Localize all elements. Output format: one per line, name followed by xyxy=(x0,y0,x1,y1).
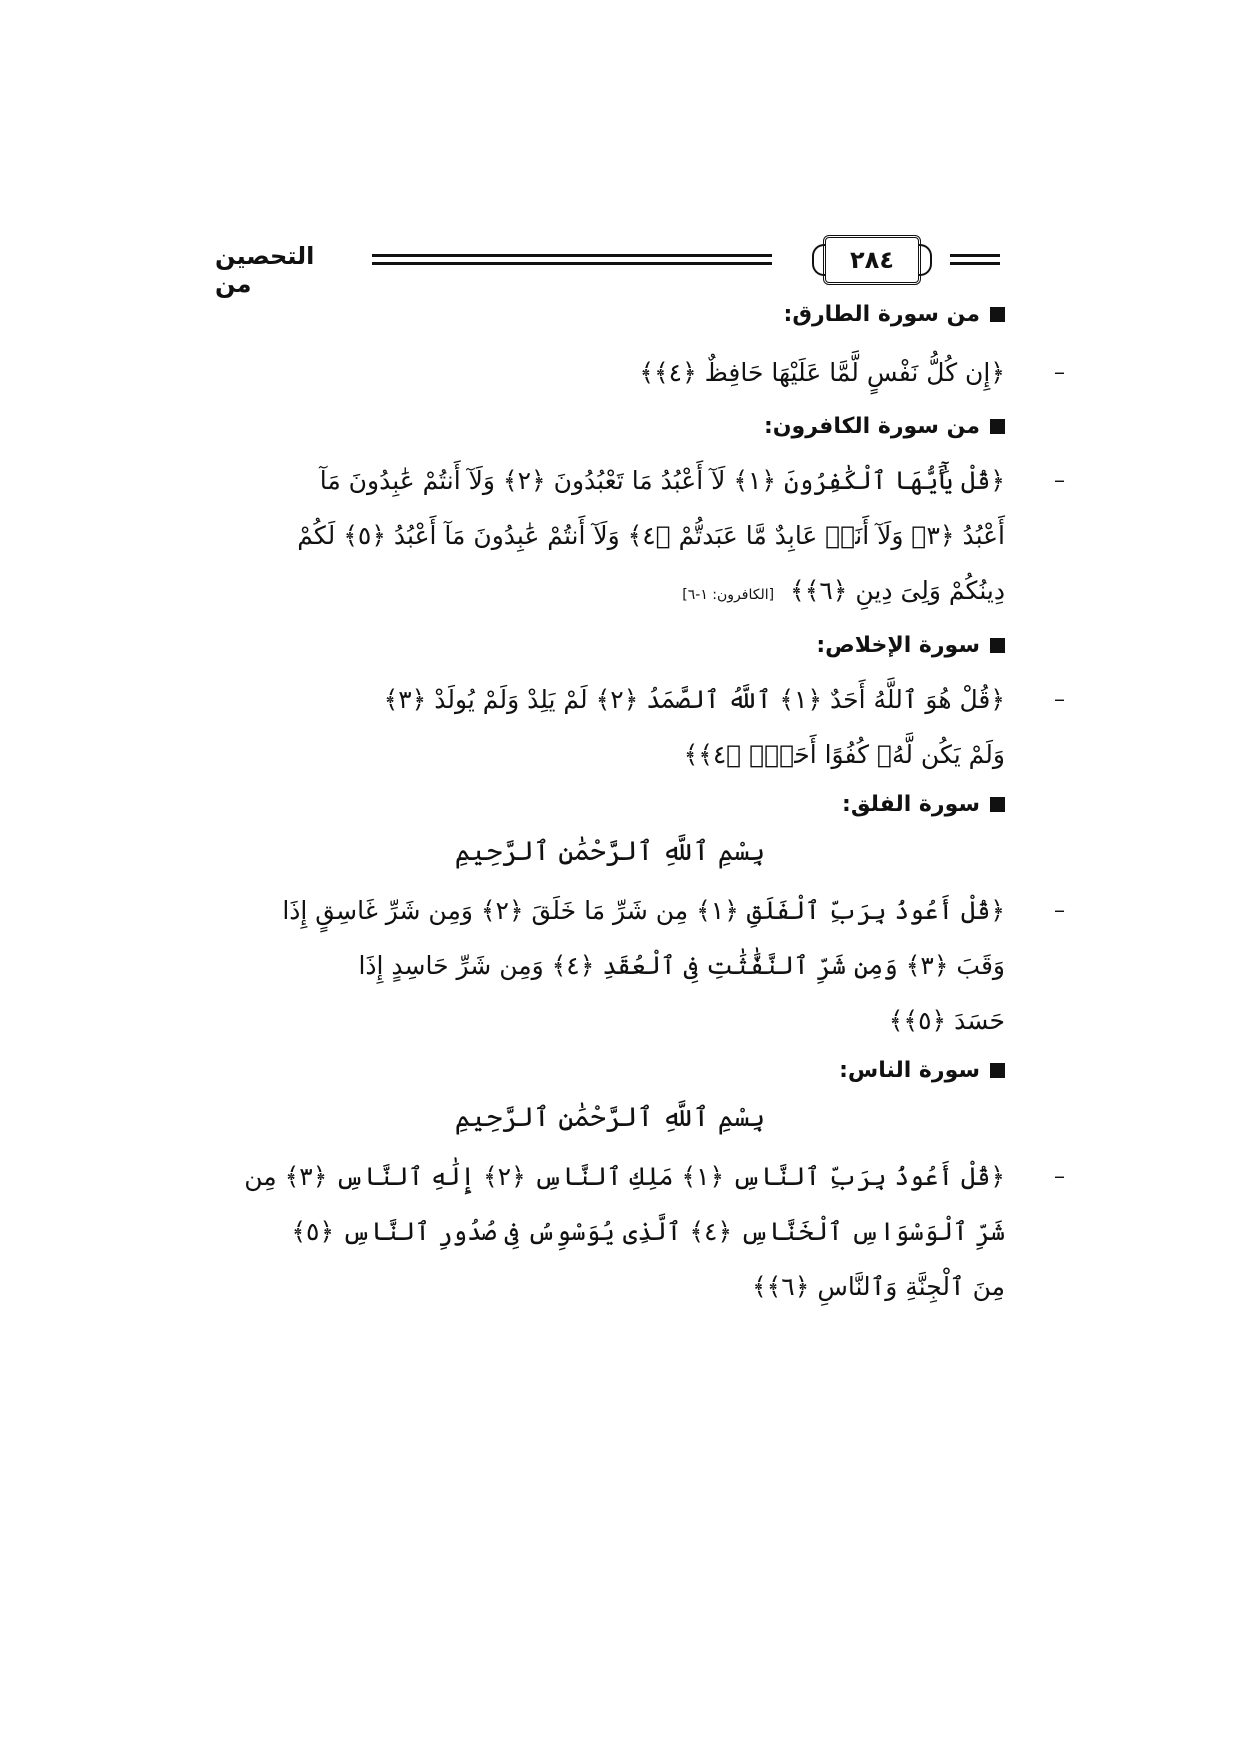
section-title: من سورة الكافرون: xyxy=(215,414,1005,439)
running-title: التحصين من xyxy=(215,242,315,298)
dash-marker: – xyxy=(1054,687,1065,712)
verse-line: – ﴿قُلْ أَعُوذُ بِرَبِّ ٱلنَّاسِ ﴿١﴾ مَلِكِ ٱلنَّاسِ ﴿٢﴾ إِلَٰهِ ٱلنَّاسِ ﴿٣﴾ مِن xyxy=(215,1149,1005,1204)
section-title: سورة الناس: xyxy=(215,1058,1005,1083)
verse-line: – ﴿قُلْ هُوَ ٱللَّهُ أَحَدٌ ﴿١﴾ ٱللَّهُ ٱلصَّمَدُ ﴿٢﴾ لَمْ يَلِدْ وَلَمْ يُولَدْ ﴿٣﴾ xyxy=(215,672,1005,727)
verse-block xyxy=(215,883,1065,1048)
section-ikhlas xyxy=(215,633,1065,782)
verse-block xyxy=(215,453,1065,623)
page-number-ornament xyxy=(823,235,921,285)
square-bullet-icon xyxy=(990,797,1005,812)
verse-line: دِينُكُمْ وَلِىَ دِينِ ﴿٦﴾﴾ [الكافرون: ١-٦] xyxy=(682,576,1005,605)
dash-marker: – xyxy=(1054,1164,1065,1189)
page-header xyxy=(215,220,1005,298)
square-bullet-icon xyxy=(990,307,1005,322)
section-nas xyxy=(215,1058,1065,1314)
section-title: سورة الفلق: xyxy=(215,792,1005,817)
verse-line: – ﴿قُلْ يَٰٓأَيُّهَا ٱلْكَٰفِرُونَ ﴿١﴾ لَآ أَعْبُدُ مَا تَعْبُدُونَ ﴿٢﴾ وَلَآ أَنتُمْ عَٰبِدُونَ مَآ xyxy=(215,453,1005,508)
verse-line: مِنَ ٱلْجِنَّةِ وَٱلنَّاسِ ﴿٦﴾﴾ xyxy=(751,1272,1005,1301)
verse-line: – ﴿إِن كُلُّ نَفْسٍ لَّمَّا عَلَيْهَا حَافِظٌ ﴿٤﴾﴾ xyxy=(215,345,1005,400)
page-number: ٢٨٤ xyxy=(850,246,894,274)
dash-marker: – xyxy=(1054,898,1065,923)
verse-reference: [الكافرون: ١-٦] xyxy=(682,587,775,603)
square-bullet-icon xyxy=(990,419,1005,434)
basmala: بِسْمِ ٱللَّهِ ٱلرَّحْمَٰنِ ٱلرَّحِيمِ xyxy=(454,836,766,867)
verse-block xyxy=(215,672,1065,782)
verse-line: وَلَمْ يَكُن لَّهُۥ كُفُوًا أَحَدٌۢ ﴿٤﴾﴾ xyxy=(683,740,1005,769)
header-rule xyxy=(372,254,772,257)
verse-line: وَقَبَ ﴿٣﴾ وَمِن شَرِّ ٱلنَّفَّٰثَٰتِ فِى ٱلْعُقَدِ ﴿٤﴾ وَمِن شَرِّ حَاسِدٍ إِذَا xyxy=(358,951,1005,980)
square-bullet-icon xyxy=(990,1063,1005,1078)
dash-marker: – xyxy=(1054,360,1065,385)
verse-line: شَرِّ ٱلْوَسْوَاسِ ٱلْخَنَّاسِ ﴿٤﴾ ٱلَّذِى يُوَسْوِسُ فِى صُدُورِ ٱلنَّاسِ ﴿٥﴾ xyxy=(291,1217,1005,1246)
verse-line: حَسَدَ ﴿٥﴾﴾ xyxy=(888,1006,1005,1035)
verse-block xyxy=(215,1149,1065,1314)
section-kafirun xyxy=(215,414,1065,623)
header-rule xyxy=(950,262,1000,265)
header-rule xyxy=(950,254,1000,257)
section-tariq xyxy=(215,302,1065,400)
dash-marker: – xyxy=(1054,468,1065,493)
header-rule xyxy=(372,262,772,265)
verse-line: أَعْبُدُ ﴿٣﴾ وَلَآ أَنَا۠ عَابِدٌ مَّا عَبَدتُّمْ ﴿٤﴾ وَلَآ أَنتُمْ عَٰبِدُونَ مَآ أَعْبُدُ ﴿٥﴾ لَكُمْ xyxy=(297,521,1005,550)
basmala: بِسْمِ ٱللَّهِ ٱلرَّحْمَٰنِ ٱلرَّحِيمِ xyxy=(454,1102,766,1133)
section-falaq xyxy=(215,792,1065,1048)
verse-line: – ﴿قُلْ أَعُوذُ بِرَبِّ ٱلْفَلَقِ ﴿١﴾ مِن شَرِّ مَا خَلَقَ ﴿٢﴾ وَمِن شَرِّ غَاسِقٍ إِذَا xyxy=(215,883,1005,938)
section-title: سورة الإخلاص: xyxy=(215,633,1005,658)
square-bullet-icon xyxy=(990,638,1005,653)
page xyxy=(215,220,1065,1314)
section-title: من سورة الطارق: xyxy=(215,302,1005,327)
